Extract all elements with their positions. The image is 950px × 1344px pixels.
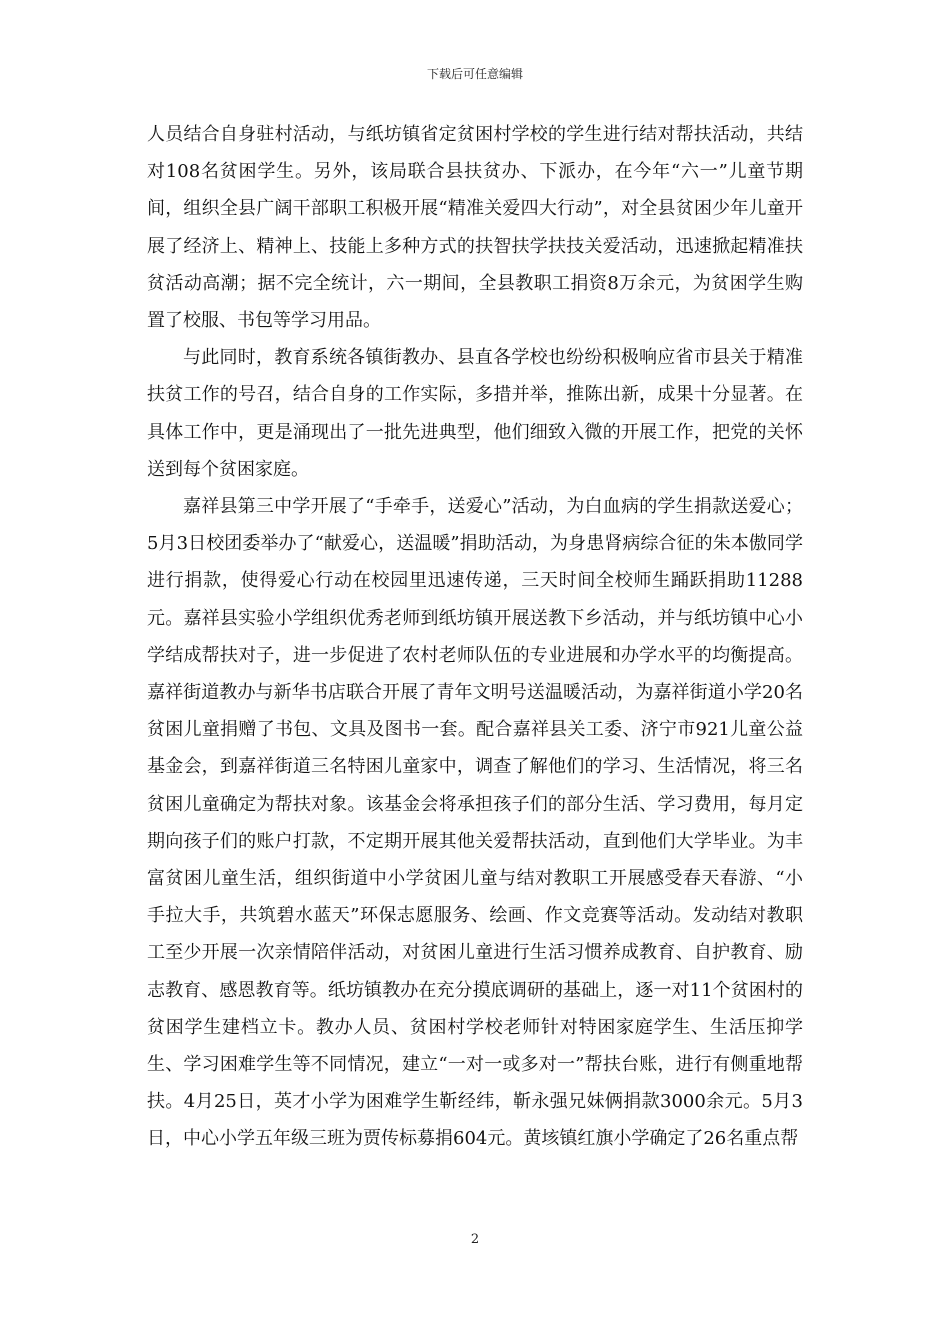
header-note: 下载后可任意编辑 bbox=[426, 67, 523, 81]
paragraph-continuation: 人员结合自身驻村活动，与纸坊镇省定贫困村学校的学生进行结对帮扶活动，共结对108名贫困学生。另外，该局联合县扶贫办、下派办，在今年“六一”儿童节期间，组织全县广阔干部职工积极开展“精准关爱四大行动”，对全县贫困少年儿童开展了经济上、精神上、技能上多种方式的扶智扶学扶技关爱活动，迅速掀起精准扶贫活动高潮；据不完全统计，六一期间，全县教职工捐资8万余元，为贫困学生购置了校服、书包等学习用品。 bbox=[147, 124, 803, 332]
document-body bbox=[147, 116, 803, 1158]
paragraph-education-response: 与此同时，教育系统各镇街教办、县直各学校也纷纷积极响应省市县关于精准扶贫工作的号召，结合自身的工作实际，多措并举，推陈出新，成果十分显著。在具体工作中，更是涌现出了一批先进典型，他们细致入微的开展工作，把党的关怀送到每个贫困家庭。 bbox=[147, 347, 803, 480]
paragraph-school-activities: 嘉祥县第三中学开展了“手牵手，送爱心”活动，为白血病的学生捐款送爱心；5月3日校团委举办了“献爱心，送温暖”捐助活动，为身患肾病综合征的朱本傲同学进行捐款，使得爱心行动在校园里迅速传递，三天时间全校师生踊跃捐助11288元。嘉祥县实验小学组织优秀老师到纸坊镇开展送教下乡活动，并与纸坊镇中心小学结成帮扶对子，进一步促进了农村老师队伍的专业进展和办学水平的均衡提高。嘉祥街道教办与新华书店联合开展了青年文明号送温暖活动，为嘉祥街道小学20名贫困儿童捐赠了书包、文具及图书一套。配合嘉祥县关工委、济宁市921儿童公益基金会，到嘉祥街道三名特困儿童家中，调查了解他们的学习、生活情况，将三名贫困儿童确定为帮扶对象。该基金会将承担孩子们的部分生活、学习费用，每月定期向孩子们的账户打款，不定期开展其他关爱帮扶活动，直到他们大学毕业。为丰富贫困儿童生活，组织街道中小学贫困儿童与结对教职工开展感受春天春游、“小手拉大手，共筑碧水蓝天”环保志愿服务、绘画、作文竞赛等活动。发动结对教职工至少开展一次亲情陪伴活动，对贫困儿童进行生活习惯养成教育、自护教育、励志教育、感恩教育等。纸坊镇教办在充分摸底调研的基础上，逐一对11个贫困村的贫困学生建档立卡。教办人员、贫困村学校老师针对特困家庭学生、生活压抑学生、学习困难学生等不同情况，建立“一对一或多对一”帮扶台账，进行有侧重地帮扶。4月25日，英才小学为困难学生靳经纬，靳永强兄妹俩捐款3000余元。5月3日，中心小学五年级三班为贾传标募捐604元。黄垓镇红旗小学确定了26名重点帮 bbox=[147, 496, 803, 1150]
page-number: 2 bbox=[470, 1232, 480, 1247]
